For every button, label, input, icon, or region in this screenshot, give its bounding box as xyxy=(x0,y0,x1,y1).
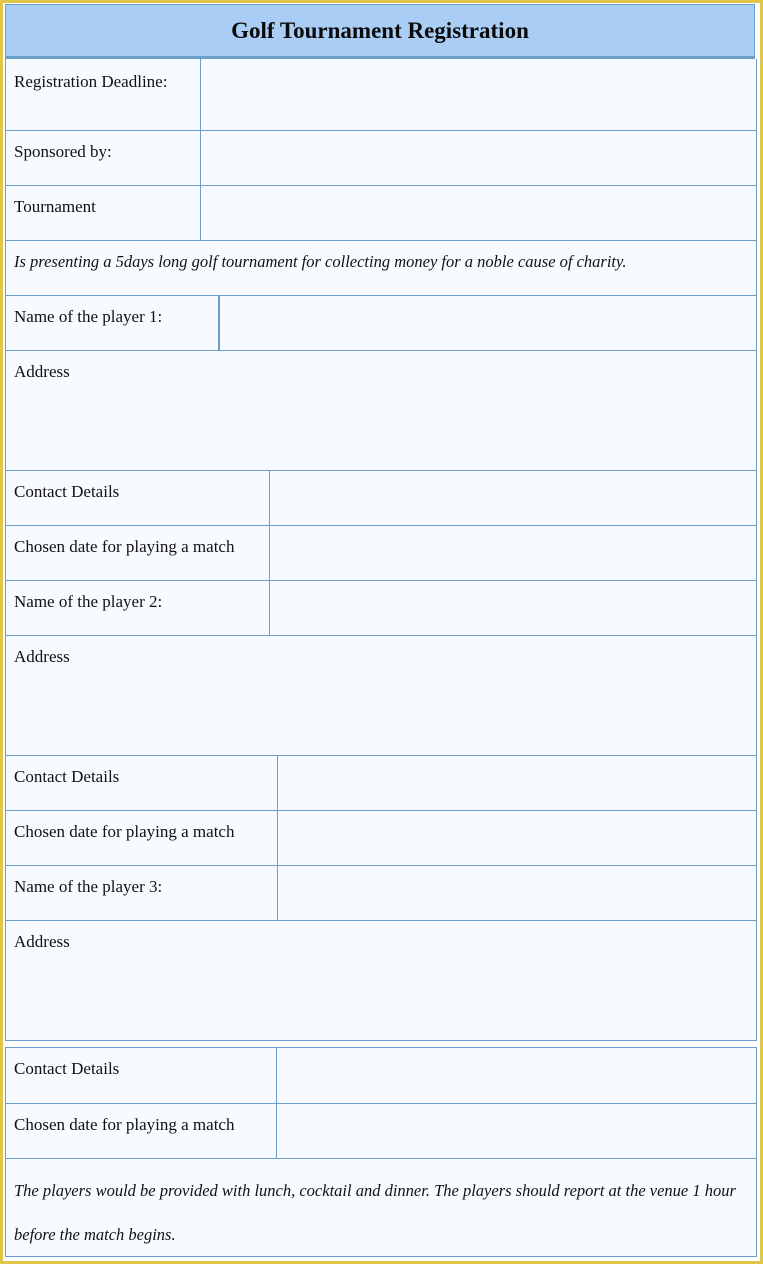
player-2-date-label: Chosen date for playing a match xyxy=(14,822,235,841)
player-1-name-label: Name of the player 1: xyxy=(14,307,163,326)
tournament-label: Tournament xyxy=(14,197,96,216)
footer-note-row xyxy=(6,1158,756,1256)
player-1-contact-field[interactable] xyxy=(270,471,756,525)
player-3-date-label: Chosen date for playing a match xyxy=(14,1115,235,1134)
player-3-date-field[interactable] xyxy=(277,1104,756,1158)
player-3-date-row xyxy=(6,1103,756,1158)
sponsored-by-field[interactable] xyxy=(201,131,756,185)
registration-deadline-field[interactable] xyxy=(201,59,756,130)
player-3-name-label: Name of the player 3: xyxy=(14,877,163,896)
registration-form-continued xyxy=(5,1047,757,1257)
registration-deadline-row xyxy=(6,59,756,130)
player-1-contact-label: Contact Details xyxy=(14,482,120,501)
player-2-contact-label: Contact Details xyxy=(14,767,120,786)
player-1-contact-row xyxy=(6,470,756,525)
page-title: Golf Tournament Registration xyxy=(5,4,755,59)
player-1-date-label: Chosen date for playing a match xyxy=(14,537,235,556)
player-2-address-row[interactable] xyxy=(6,635,756,755)
player-2-date-row xyxy=(6,810,756,865)
player-3-contact-label: Contact Details xyxy=(14,1059,120,1078)
intro-text: Is presenting a 5days long golf tournament for collecting money for a noble cause of charity. xyxy=(14,252,627,271)
player-3-name-field[interactable] xyxy=(278,866,756,920)
player-1-date-field[interactable] xyxy=(270,526,756,580)
sponsored-by-label: Sponsored by: xyxy=(14,142,112,161)
player-1-address-row[interactable] xyxy=(6,350,756,470)
player-3-address-label: Address xyxy=(14,932,70,951)
player-3-contact-field[interactable] xyxy=(277,1048,756,1103)
player-2-address-label: Address xyxy=(14,647,70,666)
player-2-date-field[interactable] xyxy=(278,811,756,865)
player-3-contact-row xyxy=(6,1048,756,1103)
player-1-date-row xyxy=(6,525,756,580)
player-2-contact-field[interactable] xyxy=(278,756,756,810)
player-1-name-field[interactable] xyxy=(220,296,756,350)
intro-row xyxy=(6,240,756,295)
player-3-address-row[interactable] xyxy=(6,920,756,1040)
footer-note: The players would be provided with lunch, cocktail and dinner. The players should report at the venue 1 hour before the match begins. xyxy=(14,1181,736,1244)
player-2-name-row xyxy=(6,580,756,635)
sponsored-by-row xyxy=(6,130,756,185)
player-2-name-field[interactable] xyxy=(270,581,756,635)
tournament-field[interactable] xyxy=(201,186,756,240)
player-2-name-label: Name of the player 2: xyxy=(14,592,163,611)
tournament-row xyxy=(6,185,756,240)
registration-form xyxy=(5,59,757,1041)
player-1-name-row xyxy=(6,295,756,350)
player-3-name-row xyxy=(6,865,756,920)
registration-deadline-label: Registration Deadline: xyxy=(14,72,168,91)
player-1-address-label: Address xyxy=(14,362,70,381)
player-2-contact-row xyxy=(6,755,756,810)
